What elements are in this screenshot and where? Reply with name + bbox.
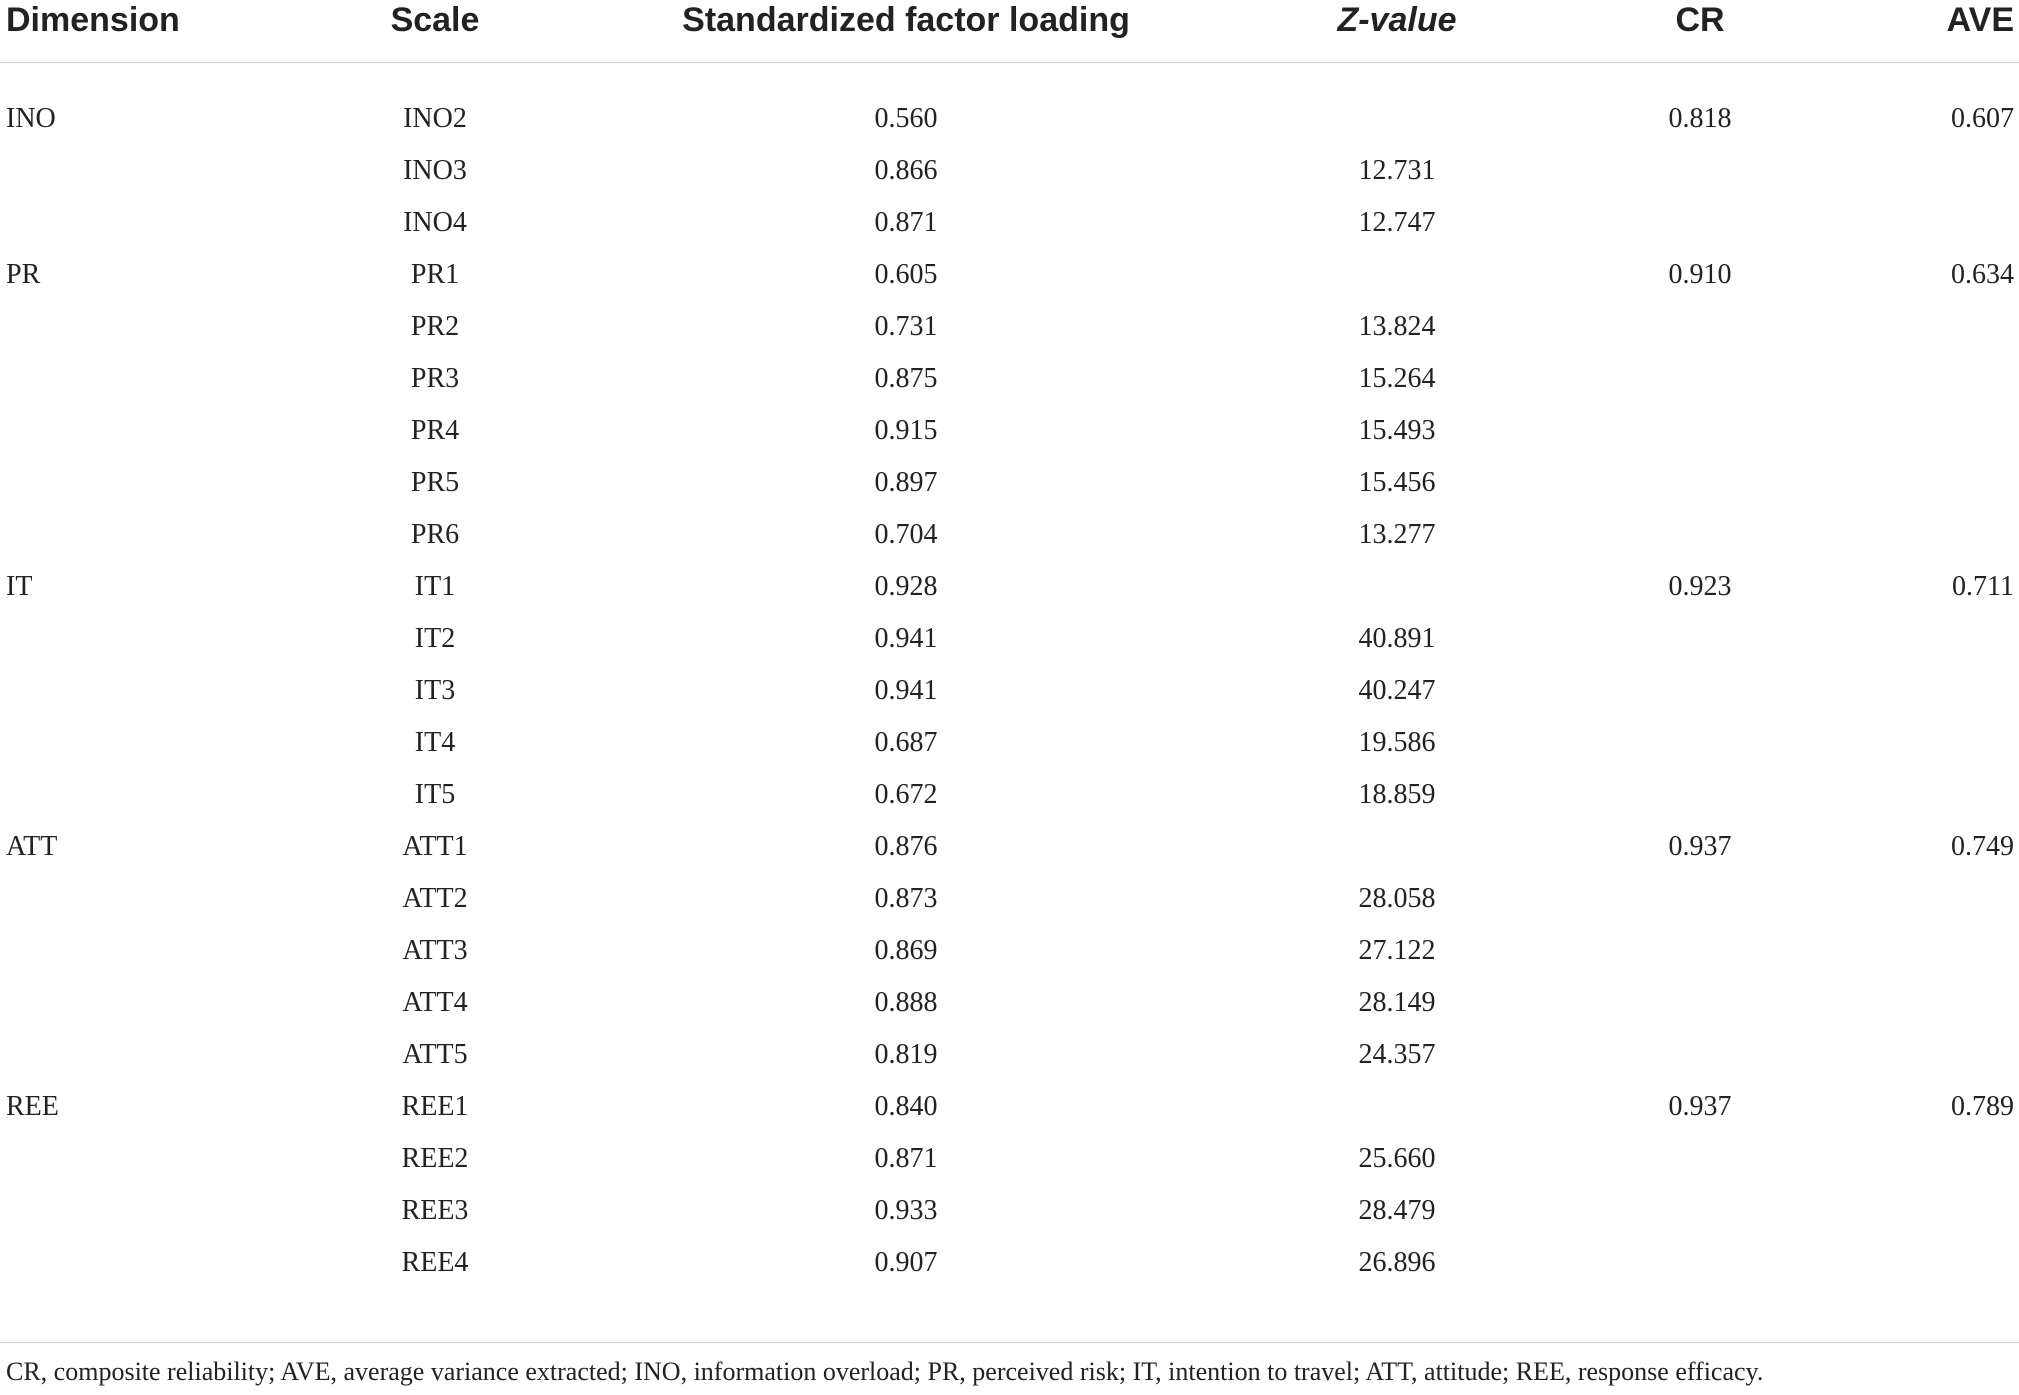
cell-ave: [1814, 405, 2014, 457]
header-scale: Scale: [390, 1, 480, 39]
cell-dimension: [6, 1133, 206, 1185]
cell-ave: [1814, 925, 2014, 977]
cell-cr: [1600, 1029, 1800, 1081]
cell-scale: INO2: [403, 103, 467, 134]
cell-factor-loading: 0.915: [874, 415, 938, 446]
cell-factor-loading: 0.687: [874, 727, 938, 758]
table-row: [0, 1237, 2019, 1289]
cell-factor-loading: 0.866: [874, 155, 938, 186]
cell-z-value: 28.479: [1358, 1195, 1436, 1226]
cell-scale: REE4: [401, 1247, 469, 1278]
cell-factor-loading: 0.731: [874, 311, 938, 342]
cell-factor-loading: 0.873: [874, 883, 938, 914]
table-row: [0, 665, 2019, 717]
cell-cr: [1600, 977, 1800, 1029]
cell-cr: [1600, 301, 1800, 353]
cell-factor-loading: 0.871: [874, 207, 938, 238]
cell-scale: PR6: [410, 519, 460, 550]
cell-z-value: 13.277: [1358, 519, 1436, 550]
cell-dimension: INO: [6, 103, 56, 134]
cell-cr: [1600, 873, 1800, 925]
cell-factor-loading: 0.672: [874, 779, 938, 810]
cell-factor-loading: 0.605: [874, 259, 938, 290]
cell-ave: 0.749: [1951, 831, 2014, 862]
cell-scale: INO3: [403, 155, 467, 186]
cell-z-value: 26.896: [1358, 1247, 1436, 1278]
table-row: [0, 457, 2019, 509]
cell-dimension: [6, 977, 206, 1029]
cell-z-value: 28.149: [1358, 987, 1436, 1018]
cell-dimension: [6, 353, 206, 405]
cell-z-value: [1297, 561, 1497, 613]
cell-ave: [1814, 873, 2014, 925]
cell-factor-loading: 0.869: [874, 935, 938, 966]
cell-ave: [1814, 1133, 2014, 1185]
cell-ave: 0.634: [1951, 259, 2014, 290]
cell-ave: [1814, 1185, 2014, 1237]
table-row: [0, 197, 2019, 249]
cell-z-value: 15.493: [1358, 415, 1436, 446]
table-row: [0, 925, 2019, 977]
cell-cr: [1600, 405, 1800, 457]
cell-factor-loading: 0.888: [874, 987, 938, 1018]
cell-cr: [1600, 613, 1800, 665]
cell-cr: [1600, 925, 1800, 977]
cell-dimension: [6, 717, 206, 769]
cell-factor-loading: 0.933: [874, 1195, 938, 1226]
cell-ave: [1814, 1029, 2014, 1081]
cell-factor-loading: 0.928: [874, 571, 938, 602]
cell-factor-loading: 0.875: [874, 363, 938, 394]
cell-z-value: [1297, 249, 1497, 301]
cell-ave: [1814, 717, 2014, 769]
cell-cr: [1600, 665, 1800, 717]
cell-ave: [1814, 665, 2014, 717]
cell-cr: 0.910: [1668, 259, 1732, 290]
table-row: [0, 145, 2019, 197]
cell-scale: PR1: [410, 259, 460, 290]
cell-dimension: IT: [6, 571, 33, 602]
cell-dimension: [6, 145, 206, 197]
cell-ave: [1814, 457, 2014, 509]
cell-z-value: 13.824: [1358, 311, 1436, 342]
cell-dimension: [6, 1185, 206, 1237]
cell-z-value: 12.747: [1358, 207, 1436, 238]
cell-ave: [1814, 197, 2014, 249]
cell-z-value: 24.357: [1358, 1039, 1436, 1070]
cell-scale: IT3: [414, 675, 456, 706]
cell-scale: IT1: [414, 571, 456, 602]
cell-scale: PR4: [410, 415, 460, 446]
cell-dimension: [6, 1237, 206, 1289]
cell-factor-loading: 0.560: [874, 103, 938, 134]
table-row: [0, 405, 2019, 457]
cell-dimension: REE: [6, 1091, 59, 1122]
cell-factor-loading: 0.704: [874, 519, 938, 550]
table-row: [0, 1133, 2019, 1185]
cell-ave: 0.789: [1951, 1091, 2014, 1122]
cell-z-value: 27.122: [1358, 935, 1436, 966]
cell-factor-loading: 0.897: [874, 467, 938, 498]
table-row: [0, 873, 2019, 925]
cell-scale: IT2: [414, 623, 456, 654]
cell-dimension: [6, 769, 206, 821]
table-row: [0, 1081, 2019, 1133]
cell-z-value: [1297, 1081, 1497, 1133]
cell-cr: 0.937: [1668, 831, 1732, 862]
cell-factor-loading: 0.871: [874, 1143, 938, 1174]
cell-cr: 0.923: [1668, 571, 1732, 602]
table-row: [0, 301, 2019, 353]
cell-dimension: [6, 405, 206, 457]
cell-z-value: 15.456: [1358, 467, 1436, 498]
cell-dimension: [6, 925, 206, 977]
cell-cr: [1600, 717, 1800, 769]
table-row: [0, 93, 2019, 145]
table-row: [0, 613, 2019, 665]
cell-scale: REE3: [401, 1195, 469, 1226]
cell-scale: IT4: [414, 727, 456, 758]
table-row: [0, 821, 2019, 873]
cell-cr: [1600, 353, 1800, 405]
cell-cr: [1600, 1133, 1800, 1185]
cell-scale: ATT4: [402, 987, 468, 1018]
cell-dimension: PR: [6, 259, 41, 290]
table-row: [0, 353, 2019, 405]
cell-cr: 0.937: [1668, 1091, 1732, 1122]
cell-z-value: 18.859: [1358, 779, 1436, 810]
cell-z-value: 19.586: [1358, 727, 1436, 758]
cell-scale: ATT5: [402, 1039, 468, 1070]
table-footnote: CR, composite reliability; AVE, average variance extracted; INO, information overload; PR, perceived risk; IT, intention to travel; ATT, attitude; REE, response efficacy.: [6, 1357, 1764, 1386]
cell-ave: [1814, 769, 2014, 821]
header-z-value: Z-value: [1337, 1, 1457, 39]
cell-z-value: [1297, 821, 1497, 873]
header-ave: AVE: [1946, 1, 2014, 39]
cell-scale: ATT1: [402, 831, 468, 862]
cell-scale: PR5: [410, 467, 460, 498]
cell-ave: 0.711: [1952, 571, 2014, 602]
cell-factor-loading: 0.907: [874, 1247, 938, 1278]
table-body: [0, 63, 2019, 1289]
table-row: [0, 977, 2019, 1029]
cell-z-value: 12.731: [1358, 155, 1436, 186]
cell-scale: IT5: [414, 779, 456, 810]
cell-scale: REE2: [401, 1143, 469, 1174]
table-header-row: [0, 0, 2019, 63]
cell-cr: [1600, 457, 1800, 509]
cell-dimension: [6, 197, 206, 249]
cell-z-value: 25.660: [1358, 1143, 1436, 1174]
cell-scale: PR3: [410, 363, 460, 394]
cell-ave: [1814, 301, 2014, 353]
cell-dimension: [6, 1029, 206, 1081]
cell-factor-loading: 0.840: [874, 1091, 938, 1122]
cell-cr: [1600, 1237, 1800, 1289]
cell-dimension: [6, 301, 206, 353]
cell-z-value: 40.247: [1358, 675, 1436, 706]
cell-scale: ATT2: [402, 883, 468, 914]
cell-cr: [1600, 509, 1800, 561]
table-row: [0, 769, 2019, 821]
cell-factor-loading: 0.876: [874, 831, 938, 862]
cell-ave: [1814, 613, 2014, 665]
cell-scale: PR2: [410, 311, 460, 342]
cell-scale: INO4: [403, 207, 467, 238]
cell-ave: [1814, 353, 2014, 405]
cell-dimension: [6, 613, 206, 665]
cell-cr: [1600, 1185, 1800, 1237]
cell-cr: 0.818: [1668, 103, 1732, 134]
table-row: [0, 249, 2019, 301]
cell-dimension: [6, 509, 206, 561]
cell-z-value: [1297, 93, 1497, 145]
cell-factor-loading: 0.819: [874, 1039, 938, 1070]
table-row: [0, 1029, 2019, 1081]
cell-ave: [1814, 977, 2014, 1029]
table-row: [0, 509, 2019, 561]
cell-dimension: ATT: [6, 831, 58, 862]
cell-ave: [1814, 145, 2014, 197]
cell-cr: [1600, 769, 1800, 821]
header-dimension: Dimension: [6, 1, 180, 39]
table-row: [0, 561, 2019, 613]
cell-cr: [1600, 197, 1800, 249]
table-row: [0, 1185, 2019, 1237]
header-cr: CR: [1675, 1, 1725, 39]
footer-divider: [0, 1342, 2019, 1343]
cell-scale: REE1: [401, 1091, 469, 1122]
cell-scale: ATT3: [402, 935, 468, 966]
cell-dimension: [6, 665, 206, 717]
cell-dimension: [6, 457, 206, 509]
table-row: [0, 717, 2019, 769]
cell-ave: 0.607: [1951, 103, 2014, 134]
cell-z-value: 40.891: [1358, 623, 1436, 654]
cell-z-value: 28.058: [1358, 883, 1436, 914]
cell-factor-loading: 0.941: [874, 623, 938, 654]
cell-z-value: 15.264: [1358, 363, 1436, 394]
header-standardized-factor-loading: Standardized factor loading: [682, 1, 1130, 39]
cell-ave: [1814, 509, 2014, 561]
cell-dimension: [6, 873, 206, 925]
cell-factor-loading: 0.941: [874, 675, 938, 706]
cell-ave: [1814, 1237, 2014, 1289]
cell-cr: [1600, 145, 1800, 197]
